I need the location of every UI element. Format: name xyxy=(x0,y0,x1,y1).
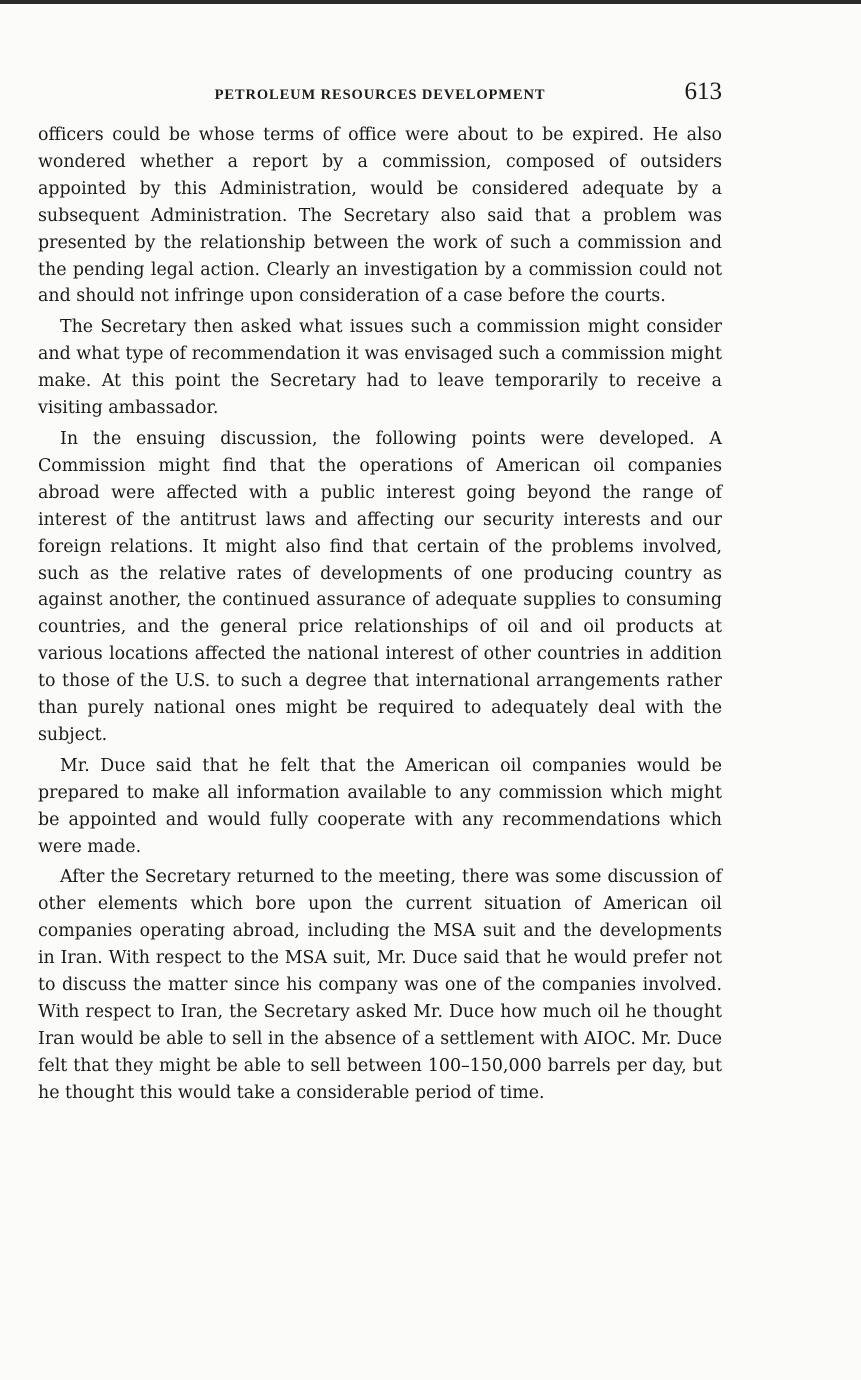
page-header xyxy=(38,78,722,108)
paragraph-continuation: officers could be whose terms of office were about to be expired. He also wondered whether a report by a commission, composed of outsiders appointed by this Administration, would be considered adequate by a subsequent Administration. The Secretary also said that a problem was presented by the relationship between the work of such a commission and the pending legal action. Clearly an investigation by a commission could not and should not infringe upon consideration of a case before the courts. xyxy=(38,125,722,307)
paragraph-duce-cooperation: Mr. Duce said that he felt that the American oil companies would be prepared to make all information available to any commission which might be appointed and would fully cooperate with any recommendations which were made. xyxy=(38,755,722,857)
body-text xyxy=(38,122,722,1111)
running-head: PETROLEUM RESOURCES DEVELOPMENT xyxy=(214,87,546,103)
paragraph-msa-suit-iran: After the Secretary returned to the meeting, there was some discussion of other elements which bore upon the current situation of American oil companies operating abroad, including the MSA suit and the developments in Iran. With respect to the MSA suit, Mr. Duce said that he would prefer not to discuss the matter since his company was one of the companies involved. With respect to Iran, the Secretary asked Mr. Duce how much oil he thought Iran would be able to sell in the absence of a settlement with AIOC. Mr. Duce felt that they might be able to sell between 100–150,000 barrels per day, but he thought this would take a considerable period of time. xyxy=(38,867,722,1103)
page-number: 613 xyxy=(684,78,722,105)
paragraph-secretary-questions: The Secretary then asked what issues such a commission might consider and what type of recommendation it was envisaged such a commission might make. At this point the Secretary had to leave temporarily to receive a visiting ambassador. xyxy=(38,317,722,419)
top-edge-rule xyxy=(0,0,861,4)
paragraph-ensuing-discussion: In the ensuing discussion, the following points were developed. A Commission might find that the operations of American oil companies abroad were affected with a public interest going beyond the range of interest of the antitrust laws and affecting our security interests and our foreign relations. It might also find that certain of the problems involved, such as the relative rates of developments of one producing country as against another, the continued assurance of adequate supplies to consuming countries, and the general price relationships of oil and oil products at various locations affected the national interest of other countries in addition to those of the U.S. to such a degree that international arrangements rather than purely national ones might be required to adequately deal with the subject. xyxy=(38,428,722,745)
